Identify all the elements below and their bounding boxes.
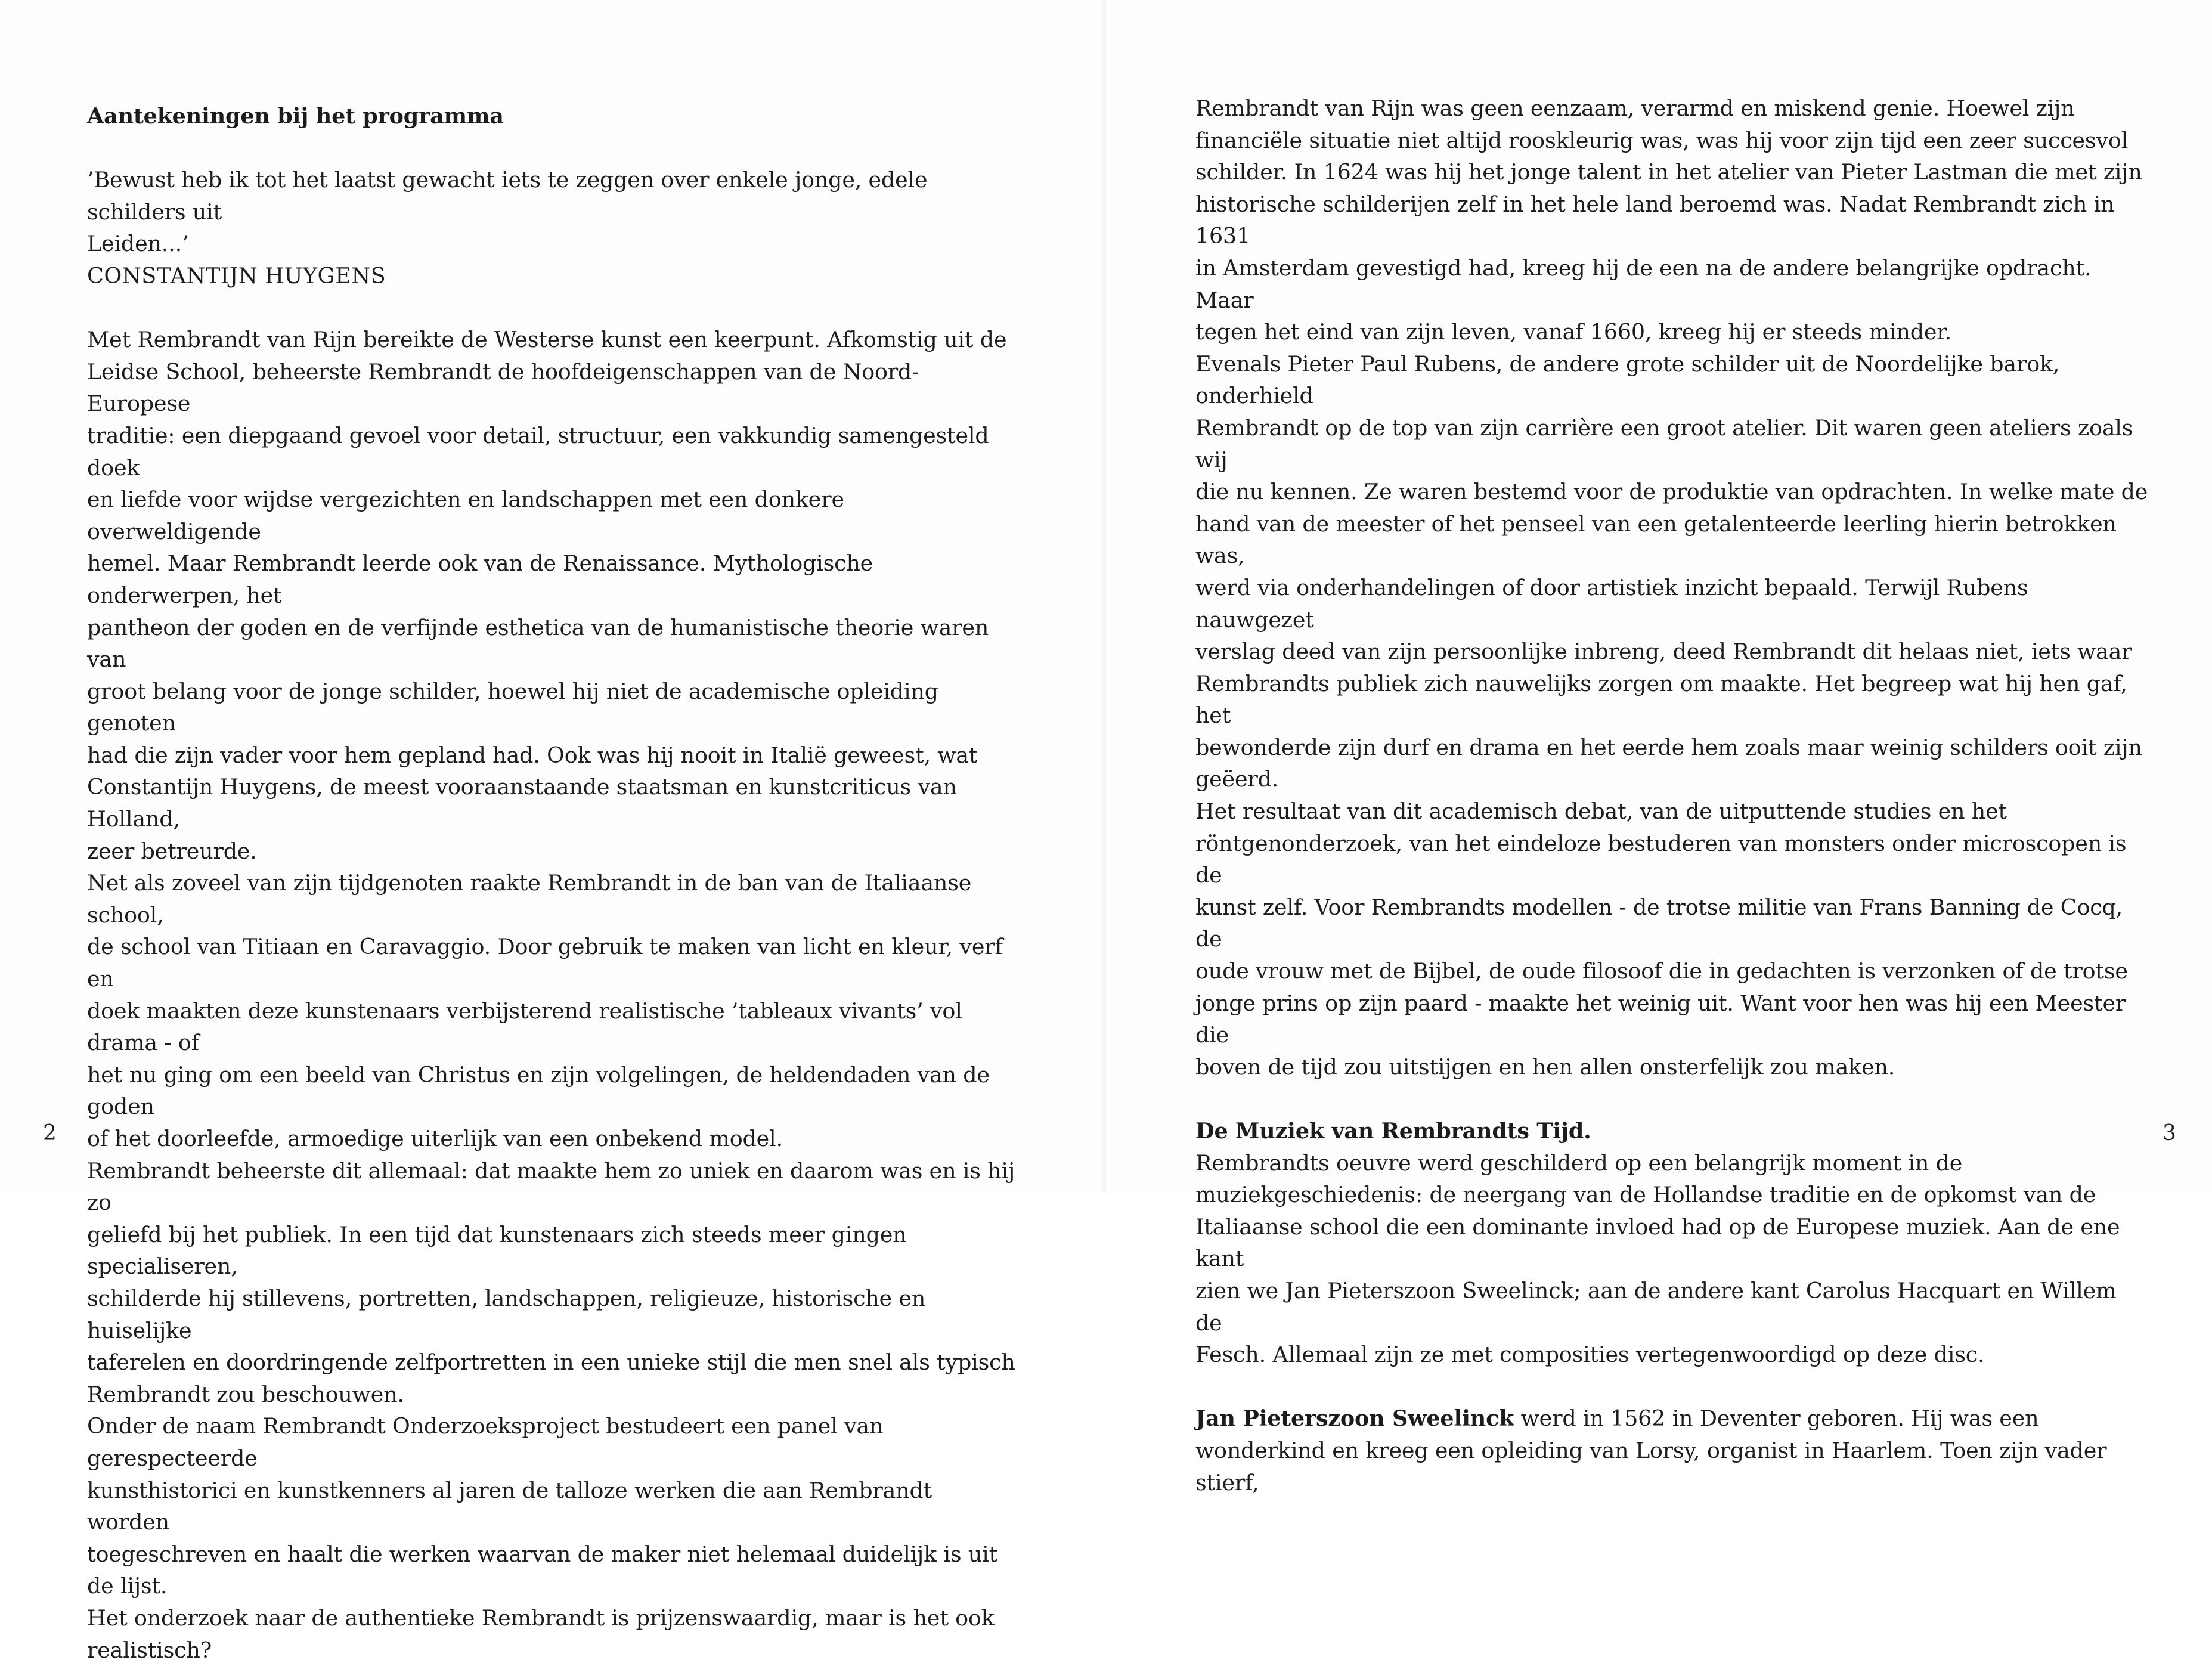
body-line: boven de tijd zou uitstijgen en hen allen onsterfelijk zou maken. [1195,1051,2149,1083]
sweelinck-line: wonderkind en kreeg een opleiding van Lorsy, organist in Haarlem. Toen zijn vader stierf, [1195,1435,2149,1498]
section-line: Rembrandts oeuvre werd geschilderd op een belangrijk moment in de [1195,1147,2149,1179]
section-line: zien we Jan Pieterszoon Sweelinck; aan de andere kant Carolus Hacquart en Willem de [1195,1275,2149,1339]
body-line: het nu ging om een beeld van Christus en zijn volgelingen, de heldendaden van de goden [87,1059,1017,1123]
body-line: die nu kennen. Ze waren bestemd voor de produktie van opdrachten. In welke mate de [1195,476,2149,508]
body-line: Net als zoveel van zijn tijdgenoten raakte Rembrandt in de ban van de Italiaanse school, [87,867,1017,931]
body-line: verslag deed van zijn persoonlijke inbreng, deed Rembrandt dit helaas niet, iets waar [1195,636,2149,668]
spacer [87,292,1017,324]
spacer [1195,1371,2149,1403]
body-line: kunst zelf. Voor Rembrandts modellen - de trotse militie van Frans Banning de Cocq, de [1195,891,2149,955]
body-line: traditie: een diepgaand gevoel voor detail, structuur, een vakkundig samengesteld doek [87,420,1017,484]
page-number-right: 3 [2163,1121,2176,1145]
body-line: schilderde hij stillevens, portretten, landschappen, religieuze, historische en huiselijke [87,1283,1017,1346]
body-line: bewonderde zijn durf en drama en het eerde hem zoals maar weinig schilders ooit zijn [1195,732,2149,764]
body-line: financiële situatie niet altijd rooskleurig was, was hij voor zijn tijd een zeer succesvol [1195,125,2149,157]
body-line: werd via onderhandelingen of door artistiek inzicht bepaald. Terwijl Rubens nauwgezet [1195,572,2149,636]
music-section-heading: De Muziek van Rembrandts Tijd. [1195,1115,2149,1147]
body-line: Evenals Pieter Paul Rubens, de andere grote schilder uit de Noordelijke barok, onderhield [1195,348,2149,412]
body-line: historische schilderijen zelf in het hele land beroemd was. Nadat Rembrandt zich in 1631 [1195,188,2149,252]
left-page [0,0,1106,1193]
body-line: zeer betreurde. [87,835,1017,868]
body-line: Rembrandt van Rijn was geen eenzaam, verarmd en miskend genie. Hoewel zijn [1195,92,2149,125]
body-line: realistisch? [87,1634,1017,1666]
right-page [1106,0,2212,1193]
section-line: Fesch. Allemaal zijn ze met composities vertegenwoordigd op deze disc. [1195,1339,2149,1371]
left-text-column [87,100,1017,1666]
body-line: doek maakten deze kunstenaars verbijsterend realistische ’tableaux vivants’ vol drama - of [87,995,1017,1059]
body-line: taferelen en doordringende zelfportretten in een unieke stijl die men snel als typisch [87,1346,1017,1379]
body-line: toegeschreven en haalt die werken waarvan de maker niet helemaal duidelijk is uit de lijst. [87,1538,1017,1602]
body-line: Het resultaat van dit academisch debat, van de uitputtende studies en het [1195,795,2149,828]
body-line: tegen het eind van zijn leven, vanaf 1660, kreeg hij er steeds minder. [1195,316,2149,348]
sweelinck-line-rest: werd in 1562 in Deventer geboren. Hij was een [1514,1405,2038,1431]
body-line: Het onderzoek naar de authentieke Rembrandt is prijzenswaardig, maar is het ook [87,1602,1017,1634]
body-line: geëerd. [1195,763,2149,795]
body-line: oude vrouw met de Bijbel, de oude filosoof die in gedachten is verzonken of de trotse [1195,955,2149,987]
quote-author: CONSTANTIJN HUYGENS [87,260,1017,292]
body-line: Constantijn Huygens, de meest vooraanstaande staatsman en kunstcriticus van Holland, [87,771,1017,835]
section-line: muziekgeschiedenis: de neergang van de Hollandse traditie en de opkomst van de [1195,1179,2149,1211]
body-line: had die zijn vader voor hem gepland had. Ook was hij nooit in Italië geweest, wat [87,739,1017,772]
body-line: Onder de naam Rembrandt Onderzoeksproject bestudeert een panel van gerespecteerde [87,1410,1017,1474]
body-line: Met Rembrandt van Rijn bereikte de Westerse kunst een keerpunt. Afkomstig uit de [87,324,1017,356]
right-text-column [1195,92,2149,1498]
body-line: pantheon der goden en de verfijnde esthetica van de humanistische theorie waren van [87,612,1017,676]
body-line: schilder. In 1624 was hij het jonge talent in het atelier van Pieter Lastman die met zijn [1195,156,2149,188]
spacer [87,132,1017,165]
quote-line: Leiden...’ [87,228,1017,260]
body-line: jonge prins op zijn paard - maakte het weinig uit. Want voor hen was hij een Meester die [1195,987,2149,1051]
body-line: de school van Titiaan en Caravaggio. Door gebruik te maken van licht en kleur, verf en [87,931,1017,995]
sweelinck-line [1195,1402,2149,1435]
spacer [1195,1083,2149,1115]
body-line: hemel. Maar Rembrandt leerde ook van de Renaissance. Mythologische onderwerpen, het [87,547,1017,611]
body-line: in Amsterdam gevestigd had, kreeg hij de een na de andere belangrijke opdracht. Maar [1195,252,2149,316]
body-line: hand van de meester of het penseel van een getalenteerde leerling hierin betrokken was, [1195,508,2149,572]
sweelinck-name: Jan Pieterszoon Sweelinck [1195,1405,1514,1431]
body-line: kunsthistorici en kunstkenners al jaren de talloze werken die aan Rembrandt worden [87,1475,1017,1538]
page-number-left: 2 [43,1121,57,1145]
body-line: geliefd bij het publiek. In een tijd dat kunstenaars zich steeds meer gingen specialiseren, [87,1219,1017,1283]
section-line: Italiaanse school die een dominante invloed had op de Europese muziek. Aan de ene kant [1195,1211,2149,1275]
body-line: Rembrandts publiek zich nauwelijks zorgen om maakte. Het begreep wat hij hen gaf, het [1195,668,2149,732]
body-line: en liefde voor wijdse vergezichten en landschappen met een donkere overweldigende [87,484,1017,547]
body-line: röntgenonderzoek, van het eindeloze bestuderen van monsters onder microscopen is de [1195,828,2149,891]
body-line: of het doorleefde, armoedige uiterlijk van een onbekend model. [87,1123,1017,1155]
body-line: Rembrandt beheerste dit allemaal: dat maakte hem zo uniek en daarom was en is hij zo [87,1155,1017,1219]
body-line: Rembrandt zou beschouwen. [87,1379,1017,1411]
body-line: Rembrandt op de top van zijn carrière een groot atelier. Dit waren geen ateliers zoals wij [1195,412,2149,476]
body-line: groot belang voor de jonge schilder, hoewel hij niet de academische opleiding genoten [87,676,1017,739]
body-line: Leidse School, beheerste Rembrandt de hoofdeigenschappen van de Noord-Europese [87,356,1017,420]
program-notes-heading: Aantekeningen bij het programma [87,100,1017,132]
quote-line: ’Bewust heb ik tot het laatst gewacht iets te zeggen over enkele jonge, edele schilders uit [87,164,1017,228]
